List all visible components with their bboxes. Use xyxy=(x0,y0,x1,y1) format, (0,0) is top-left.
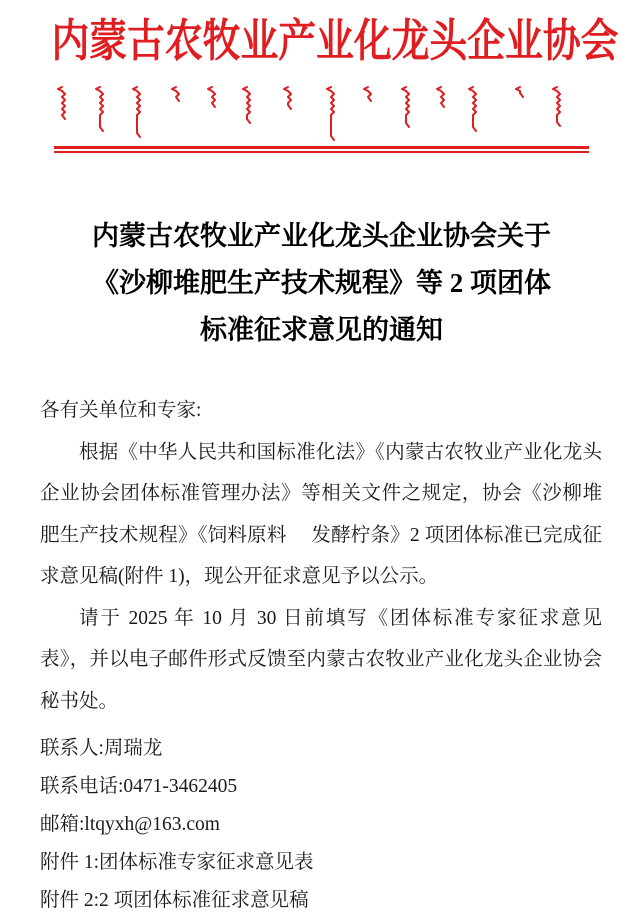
title-line-1: 内蒙古农牧业产业化龙头企业协会关于 xyxy=(92,221,551,251)
attachment-1: 附件 1:团体标准专家征求意见表 xyxy=(40,852,314,873)
attachment-2: 附件 2:2 项团体标准征求意见稿 xyxy=(40,890,309,911)
contact-phone: 联系电话:0471-3462405 xyxy=(40,776,238,797)
contact-block xyxy=(40,730,602,920)
paragraph-deadline: 请于 2025 年 10 月 30 日前填写《团体标准专家征求意见表》，并以电子邮件形式反馈至内蒙古农牧业产业化龙头企业协会秘书处。 xyxy=(40,607,602,712)
document-title xyxy=(0,213,643,354)
mongolian-script-glyphs xyxy=(0,85,643,146)
red-divider-line xyxy=(54,146,589,153)
notice-body xyxy=(40,390,602,722)
title-line-2: 《沙柳堆肥生产技术规程》等 2 项团体 xyxy=(92,268,551,298)
contact-email: 邮箱:ltqyxh@163.com xyxy=(40,814,220,835)
mongolian-script xyxy=(0,85,643,146)
title-line-3: 标准征求意见的通知 xyxy=(200,315,443,345)
paragraph-basis: 根据《中华人民共和国标准化法》《内蒙古农牧业产业化龙头企业协会团体标准管理办法》等相关文件之规定，协会《沙柳堆肥生产技术规程》《饲料原料 发酵柠条》2 项团体标准已完成征求意见稿(附件 1)，现公开征求意见予以公示。 xyxy=(40,441,602,587)
org-name-header: 内蒙古农牧业产业化龙头企业协会 xyxy=(51,16,619,66)
document-page xyxy=(0,16,643,911)
salutation: 各有关单位和专家: xyxy=(40,400,202,421)
contact-person: 联系人:周瑞龙 xyxy=(40,738,163,759)
